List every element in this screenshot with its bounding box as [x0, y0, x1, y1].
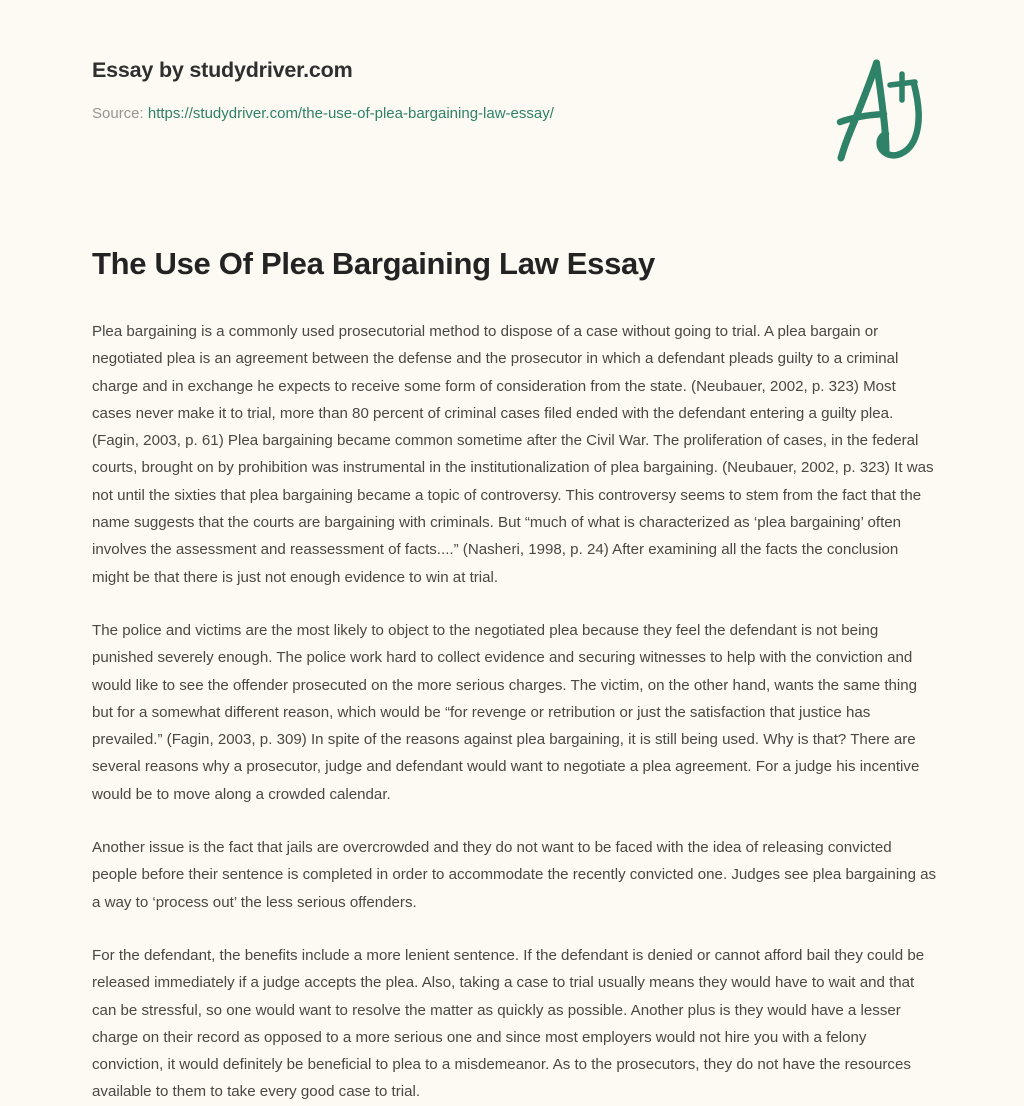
- studydriver-a-plus-logo-icon: [822, 52, 932, 170]
- paragraph: Plea bargaining is a commonly used prosecutorial method to dispose of a case without going to trial. A plea bargain or negotiated plea is an agreement between the defense and the prosecutor in which a defendant pleads guilty to a criminal charge and in exchange he expects to receive some form of consideration from the state. (Neubauer, 2002, p. 323) Most cases never make it to trial, more than 80 percent of criminal cases filed ended with the defendant entering a guilty plea. (Fagin, 2003, p. 61) Plea bargaining became common sometime after the Civil War. The proliferation of cases, in the federal courts, brought on by prohibition was instrumental in the institutionalization of plea bargaining. (Neubauer, 2002, p. 323) It was not until the sixties that plea bargaining became a topic of controversy. This controversy seems to stem from the fact that the name suggests that the courts are bargaining with criminals. But “much of what is characterized as ‘plea bargaining’ often involves the assessment and reassessment of facts....” (Nasheri, 1998, p. 24) After examining all the facts the conclusion might be that there is just not enough evidence to win at trial.: [92, 323, 934, 586]
- paragraph: The police and victims are the most likely to object to the negotiated plea because they feel the defendant is not being punished severely enough. The police work hard to collect evidence and securing witnesses to help with the conviction and would like to see the offender prosecuted on the more serious charges. The victim, on the other hand, wants the same thing but for a somewhat different reason, which would be “for revenge or retribution or just the satisfaction that justice has prevailed.” (Fagin, 2003, p. 309) In spite of the reasons against plea bargaining, it is still being used. Why is that? There are several reasons why a prosecutor, judge and defendant would want to negotiate a plea agreement. For a judge his incentive would be to move along a crowded calendar.: [92, 621, 920, 803]
- page-title: The Use Of Plea Bargaining Law Essay: [92, 246, 655, 281]
- source-line: [92, 104, 792, 124]
- paragraph: Another issue is the fact that jails are overcrowded and they do not want to be faced with the idea of releasing convicted people before their sentence is completed in order to accommodate the recently convicted one. Judges see plea bargaining as a way to ‘process out’ the less serious offenders.: [92, 839, 937, 911]
- paragraph: For the defendant, the benefits include a more lenient sentence. If the defendant is denied or cannot afford bail they could be released immediately if a judge accepts the plea. Also, taking a case to trial usually means they would have to wait and that can be stressful, so one would want to resolve the matter as quickly as possible. Another plus is they would have a lesser charge on their record as opposed to a more serious one and since most employers would not hire you with a felony conviction, it would definitely be beneficial to plea to a misdemeanor. As to the prosecutors, they do not have the resources available to them to take every good case to trial.: [92, 946, 925, 1101]
- source-url-link[interactable]: https://studydriver.com/the-use-of-plea-bargaining-law-essay/: [147, 104, 554, 122]
- essay-body: [92, 318, 938, 1106]
- header-text-block: [92, 58, 792, 123]
- source-label: Source:: [92, 104, 144, 122]
- essay-byline: Essay by studydriver.com: [92, 58, 353, 82]
